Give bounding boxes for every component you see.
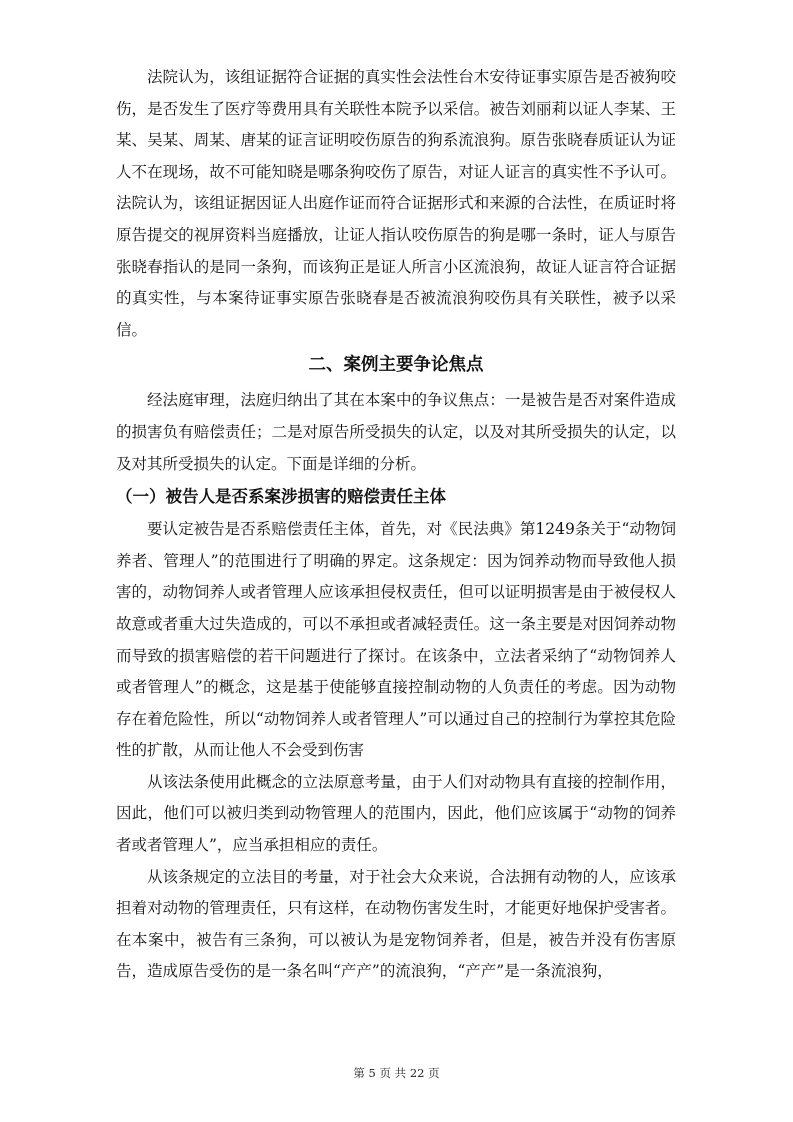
- section-heading: 二、案例主要争论焦点: [308, 355, 484, 376]
- paragraph-dispute-summary: 经法庭审理，法庭归纳出了其在本案中的争议焦点：一是被告是否对案件造成的损害负有赔偿责任；二是对原告所受损失的认定，以及对其所受损失的认定，以及对其所受损失的认定。下面是详细的分析。: [116, 391, 676, 473]
- paragraph-legislative-purpose: 从该条规定的立法目的考量，对于社会大众来说，合法拥有动物的人，应该承担着对动物的管理责任，只有这样，在动物伤害发生时，才能更好地保护受害者。在本案中，被告有三条狗，可以被认为是宠物饲养者，但是，被告并没有伤害原告，造成原告受伤的是一条名叫“产产”的流浪狗，“产产”是一条流浪狗，: [116, 867, 676, 981]
- subsection-heading: （一）被告人是否系案涉损害的赔偿责任主体: [116, 487, 446, 507]
- paragraph-court-opinion: 法院认为，该组证据符合证据的真实性会法性台木安待证事实原告是否被狗咬伤，是否发生了医疗等费用具有关联性本院予以采信。被告刘丽莉以证人李某、王某、吴某、周某、唐某的证言证明咬伤原告的狗系流浪狗。原告张晓春质证认为证人不在现场，故不可能知晓是哪条狗咬伤了原告，对证人证言的真实性不予认可。法院认为，该组证据因证人出庭作证而符合证据形式和来源的合法性，在质证时将原告提交的视屏资料当庭播放，让证人指认咬伤原告的狗是哪一条时，证人与原告张晓春指认的是同一条狗，而该狗正是证人所言小区流浪狗，故证人证言符合证据的真实性，与本案待证事实原告张晓春是否被流浪狗咬伤具有关联性，被予以采信。: [116, 68, 676, 339]
- page-number-footer: 第 5 页 共 22 页: [353, 1066, 440, 1080]
- paragraph-legislative-intent: 从该法条使用此概念的立法原意考量，由于人们对动物具有直接的控制作用，因此，他们可以被归类到动物管理人的范围内，因此，他们应该属于“动物的饲养者或者管理人”，应当承担相应的责任。: [116, 772, 676, 855]
- paragraph-liability-analysis: 要认定被告是否系赔偿责任主体，首先，对《民法典》第1249条关于“动物饲养者、管理人”的范围进行了明确的界定。这条规定：因为饲养动物而导致他人损害的，动物饲养人或者管理人应该承担侵权责任，但可以证明损害是由于被侵权人故意或者重大过失造成的，可以不承担或者减轻责任。这一条主要是对因饲养动物而导致的损害赔偿的若干问题进行了探讨。在该条中，立法者采纳了“动物饲养人或者管理人”的概念，这是基于使能够直接控制动物的人负责任的考虑。因为动物存在着危险性，所以“动物饲养人或者管理人”可以通过自己的控制行为掌控其危险性的扩散，从而让他人不会受到伤害: [116, 520, 676, 760]
- page-body: [116, 62, 676, 988]
